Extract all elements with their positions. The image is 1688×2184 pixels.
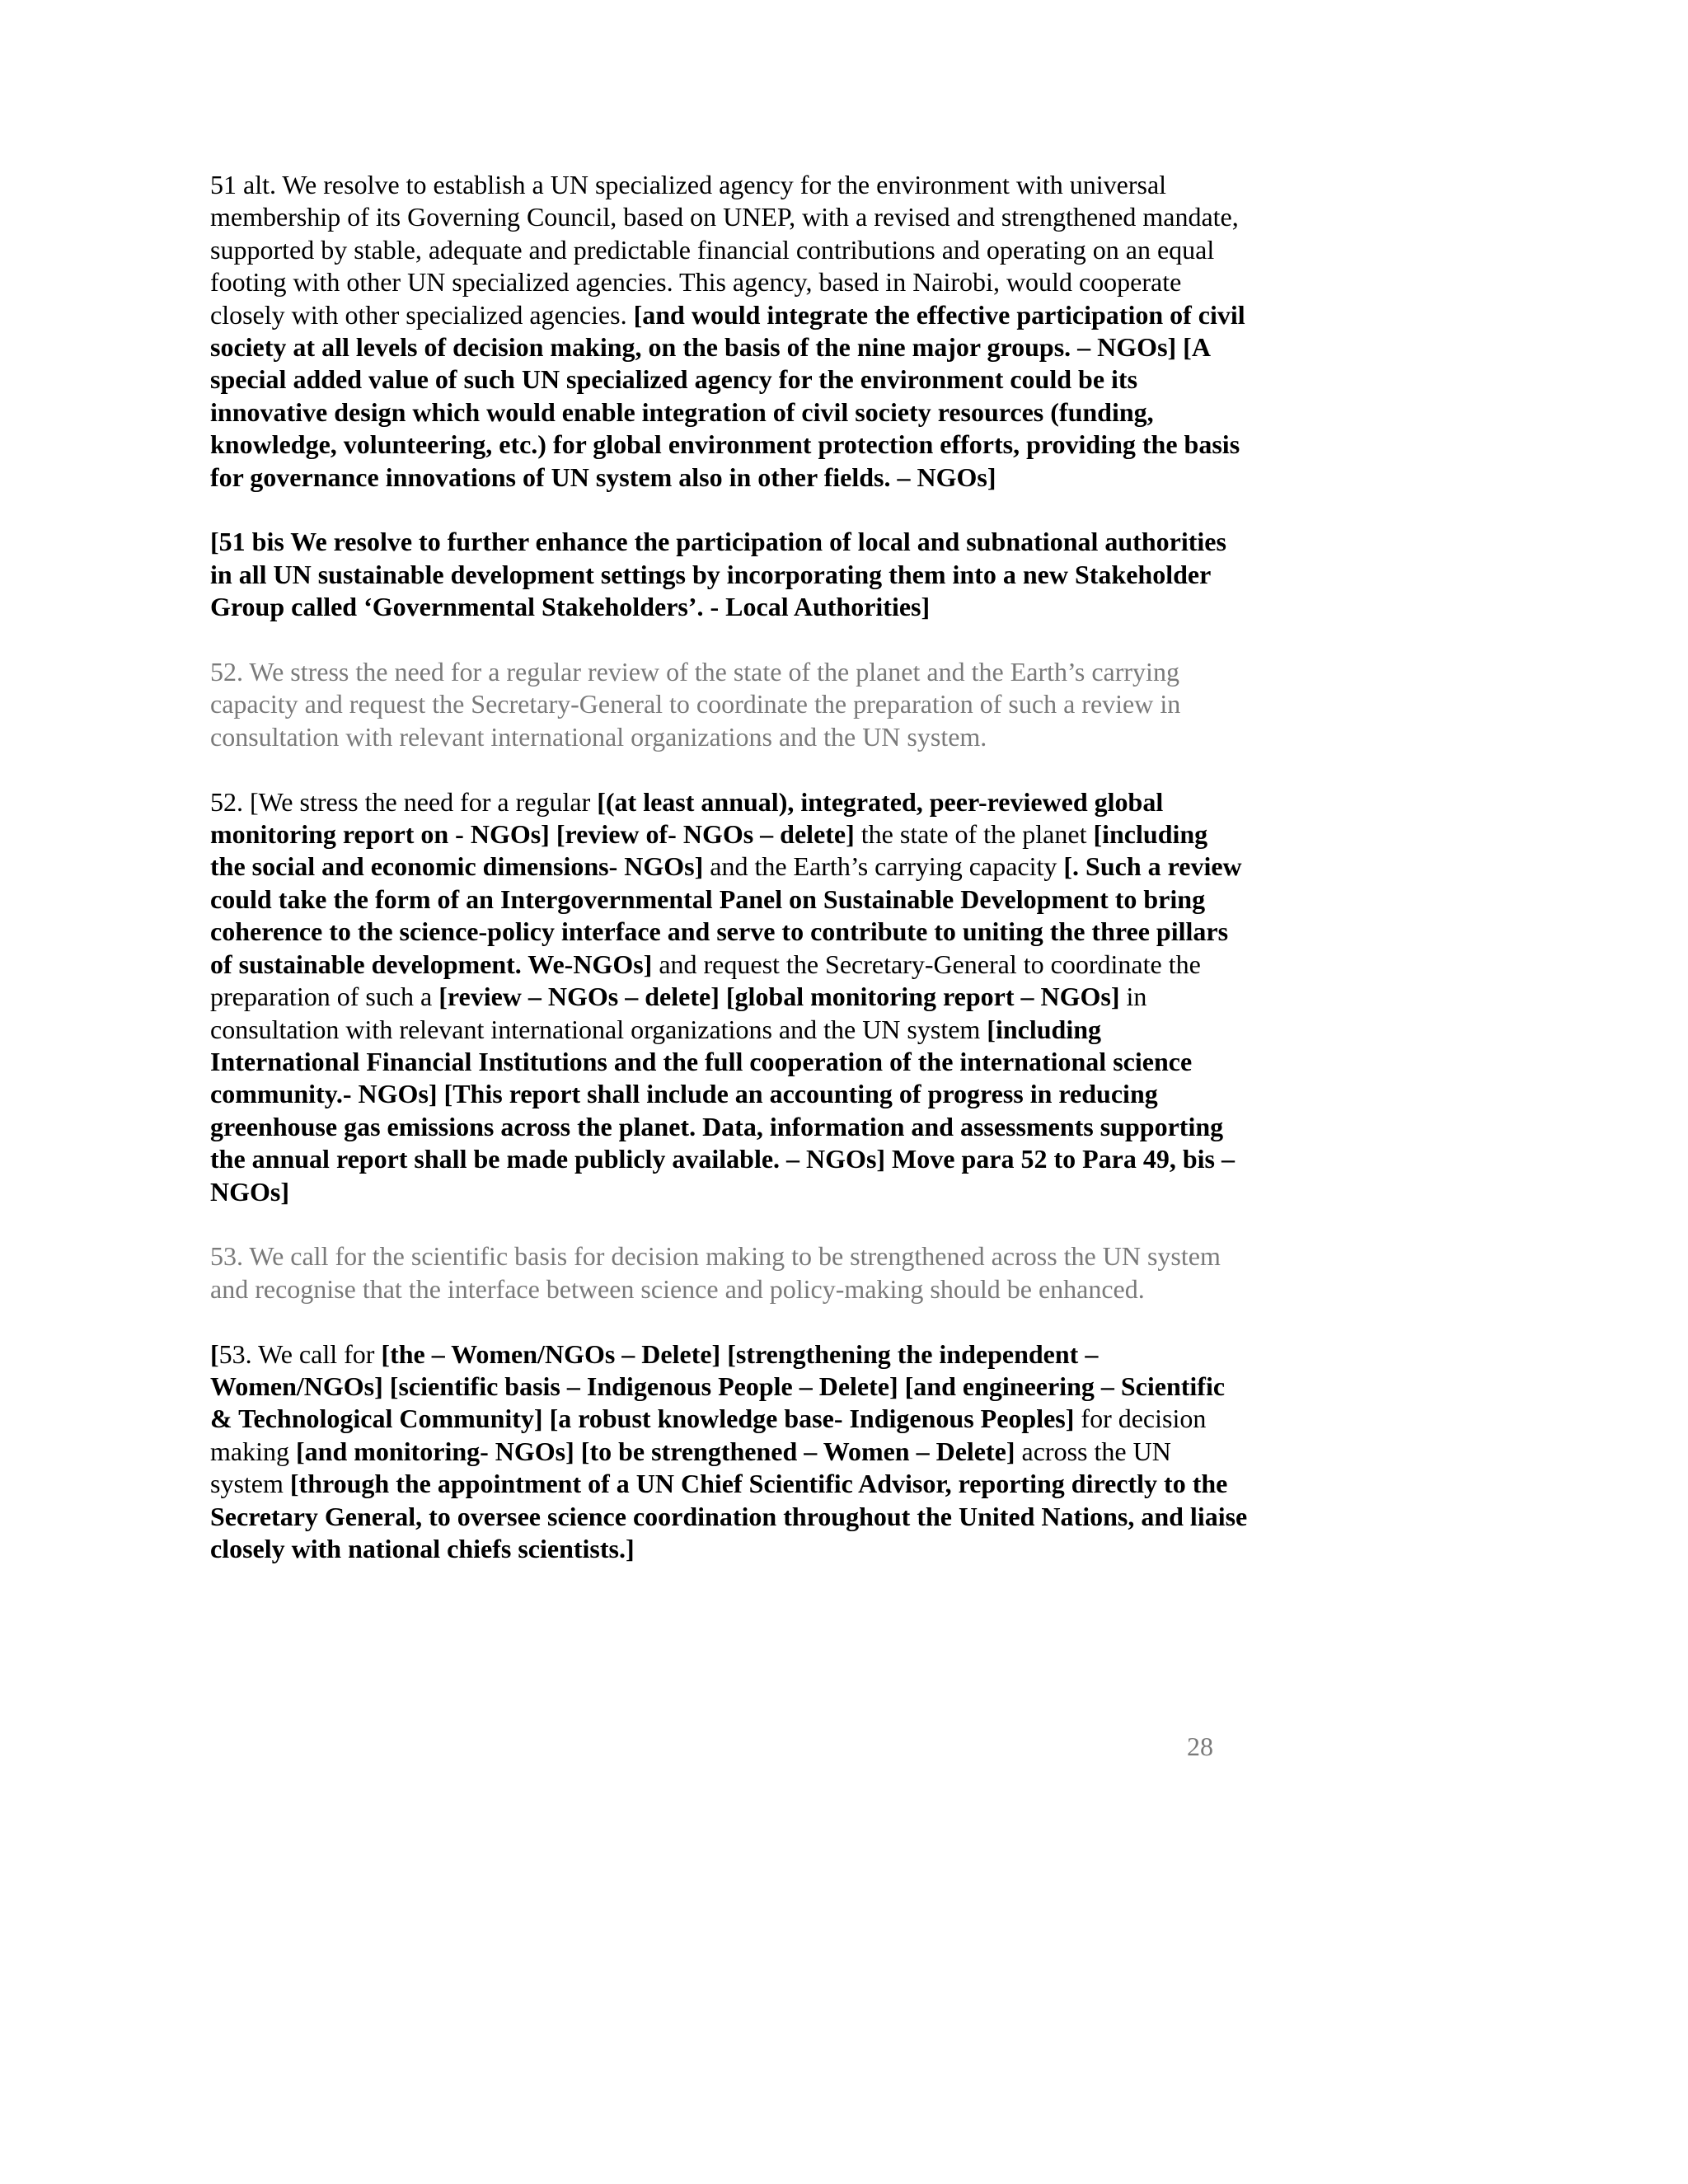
bold-text-run: [(at least annual), integrated, peer-reviewed global monitoring report on - NGOs] [review of- NGOs – delete] (210, 786, 1164, 850)
text-run: 53. We call for (218, 1338, 382, 1369)
bold-text-run: [and would integrate the effective participation of civil society at all levels of decision making, on the basis of the nine major groups. – NGOs] [A special added value of such UN specialized agency for the environment could be its innovative design which would enable integration of civil society resources (funding, knowledge, volunteering, etc.) for global environment protection efforts, providing the basis for governance innovations of UN system also in other fields. – NGOs] (210, 299, 1245, 492)
bold-text-run: [including the social and economic dimensions- NGOs] (210, 819, 1208, 882)
paragraph-51-bis (210, 526, 1249, 623)
text-run: and request the Secretary-General to coordinate the preparation of such a (210, 949, 1201, 1012)
text-run: 53. We call for the scientific basis for decision making to be strengthened across the UN system and recognise that the interface between science and policy-making should be enhanced. (210, 1241, 1221, 1304)
bold-text-run: [. Such a review could take the form of an Intergovernmental Panel on Sustainable Development to bring coherence to the science-policy interface and serve to contribute to uniting the three pillars of sustainable development. We-NGOs] (210, 851, 1242, 979)
paragraph-53-original (210, 1240, 1249, 1305)
document-body (210, 169, 1249, 1598)
bold-text-run: [through the appointment of a UN Chief Scientific Advisor, reporting directly to the Secretary General, to oversee science coordination throughout the United Nations, and liaise closely with national chiefs scientists.] (210, 1469, 1248, 1563)
bold-text-run: [review – NGOs – delete] [global monitoring report – NGOs] (438, 982, 1120, 1012)
bold-text-run: [ (210, 1338, 219, 1369)
page-number: 28 (1187, 1732, 1213, 1761)
text-run: and the Earth’s carrying capacity (703, 851, 1064, 882)
paragraph-52-original (210, 656, 1249, 753)
text-run: the state of the planet (854, 819, 1094, 850)
paragraph-51-alt (210, 169, 1249, 494)
text-run: 51 alt. We resolve to establish a UN specialized agency for the environment with universal membership of its Governing Council, based on UNEP, with a revised and strengthened mandate, supported by stable, adequate and predictable financial contributions and operating on an equal footing with other UN specialized agencies. This agency, based in Nairobi, would cooperate closely with other specialized agencies. (210, 170, 1239, 330)
paragraph-53-amended (210, 1338, 1249, 1566)
text-run: 52. We stress the need for a regular review of the state of the planet and the Earth’s carrying capacity and request the Secretary-General to coordinate the preparation of such a review in consultation with relevant international organizations and the UN system. (210, 657, 1181, 752)
bold-text-run: [the – Women/NGOs – Delete] [strengthening the independent – Women/NGOs] [scientific basis – Indigenous People – Delete] [and engineering – Scientific & Technological Community] [a robust knowledge base- Indigenous Peoples] (210, 1338, 1226, 1434)
text-run: in consultation with relevant international organizations and the UN system (210, 982, 1147, 1044)
text-run: 52. [We stress the need for a regular (210, 786, 598, 817)
text-run: across the UN system (210, 1436, 1171, 1499)
paragraph-52-amended (210, 786, 1249, 1208)
bold-text-run: [including International Financial Institutions and the full cooperation of the international science community.- NGOs] [This report shall include an accounting of progress in reducing greenhouse gas emissions across the planet. Data, information and assessments supporting the annual report shall be made publicly available. – NGOs] Move para 52 to Para 49, bis – NGOs] (210, 1014, 1235, 1207)
bold-text-run: [51 bis We resolve to further enhance the participation of local and subnational authorities in all UN sustainable development settings by incorporating them into a new Stakeholder Group called ‘Governmental Stakeholders’. - Local Authorities] (210, 527, 1226, 622)
bold-text-run: [and monitoring- NGOs] [to be strengthened – Women – Delete] (295, 1436, 1015, 1466)
text-run: for decision making (210, 1404, 1207, 1466)
